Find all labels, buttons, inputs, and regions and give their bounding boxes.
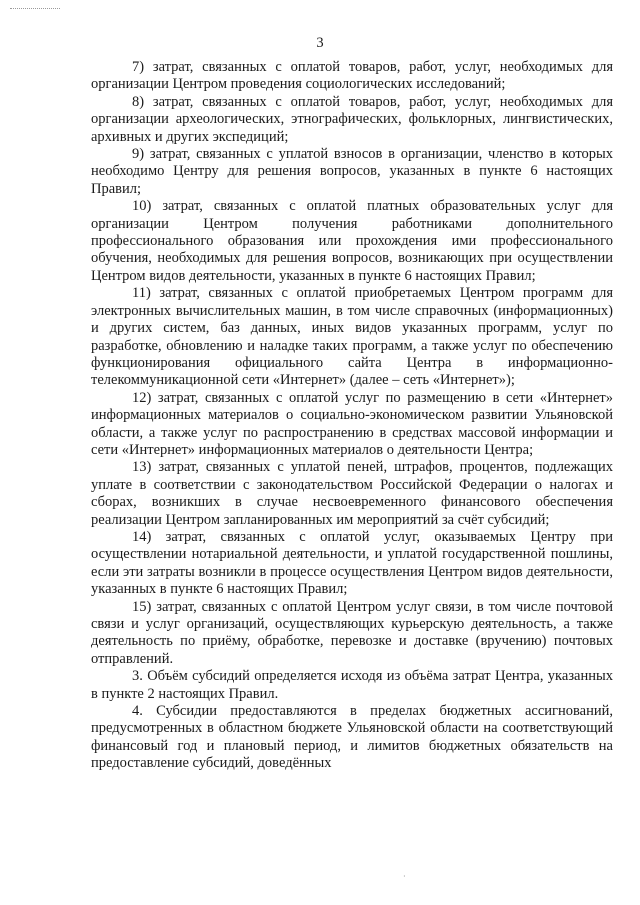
scan-artifact-line	[10, 8, 60, 9]
paragraph-item-14: 14) затрат, связанных с оплатой услуг, оказываемых Центру при осуществлении нотариальной деятельности, и уплатой государственной пошлины, если эти затраты возникли в процессе осуществления Центром видов деятельности, указанных в пункте 6 настоящих Правил;	[91, 528, 613, 598]
paragraph-item-11: 11) затрат, связанных с оплатой приобретаемых Центром программ для электронных вычислительных машин, в том числе справочных (информационных) и других систем, баз данных, иных видов указанных программ, услуг по разработке, обновлению и наладке таких программ, а также услуг по обеспечению функционирования официального сайта Центра в информационно-телекоммуникационной сети «Интернет» (далее – сеть «Интернет»);	[91, 285, 613, 389]
scan-artifact-dot: ·	[403, 872, 406, 881]
paragraph-clause-4: 4. Субсидии предоставляются в пределах бюджетных ассигнований, предусмотренных в областном бюджете Ульяновской области на соответствующий финансовый год и плановый период, и лимитов бюджетных обязательств на предоставление субсидий, доведённых	[91, 703, 613, 772]
paragraph-item-13: 13) затрат, связанных с уплатой пеней, штрафов, процентов, подлежащих уплате в соответствии с законодательством Российской Федерации о налогах и сборах, возникших в случае несвоевременного финансового обеспечения реализации Центром запланированных им мероприятий за счёт субсидий;	[91, 459, 613, 528]
paragraph-clause-3: 3. Объём субсидий определяется исходя из объёма затрат Центра, указанных в пункте 2 настоящих Правил.	[91, 668, 613, 702]
paragraph-item-7: 7) затрат, связанных с оплатой товаров, работ, услуг, необходимых для организации Центром проведения социологических исследований;	[91, 59, 613, 93]
document-body	[91, 59, 613, 773]
page-number: 3	[316, 35, 324, 51]
paragraph-item-8: 8) затрат, связанных с оплатой товаров, работ, услуг, необходимых для организации археологических, этнографических, фольклорных, лингвистических, архивных и других экспедиций;	[91, 93, 613, 145]
paragraph-item-9: 9) затрат, связанных с уплатой взносов в организации, членство в которых необходимо Центру для решения вопросов, указанных в пункте 6 настоящих Правил;	[91, 146, 613, 197]
paragraph-item-12: 12) затрат, связанных с оплатой услуг по размещению в сети «Интернет» информационных материалов о социально-экономическом развитии Ульяновской области, а также услуг по распространению в средствах массовой информации и сети «Интернет» информационных материалов о деятельности Центра;	[91, 389, 613, 458]
paragraph-item-15: 15) затрат, связанных с оплатой Центром услуг связи, в том числе почтовой связи и услуг организаций, осуществляющих курьерскую деятельность, а также деятельность по приёму, обработке, перевозке и доставке (вручению) почтовых отправлений.	[91, 598, 613, 667]
paragraph-item-10: 10) затрат, связанных с оплатой платных образовательных услуг для организации Центром получения работниками дополнительного профессионального образования или прохождения ими профессионального обучения, необходимых для решения вопросов, возникающих при осуществлении Центром видов деятельности, указанных в пункте 6 настоящих Правил;	[91, 198, 613, 284]
